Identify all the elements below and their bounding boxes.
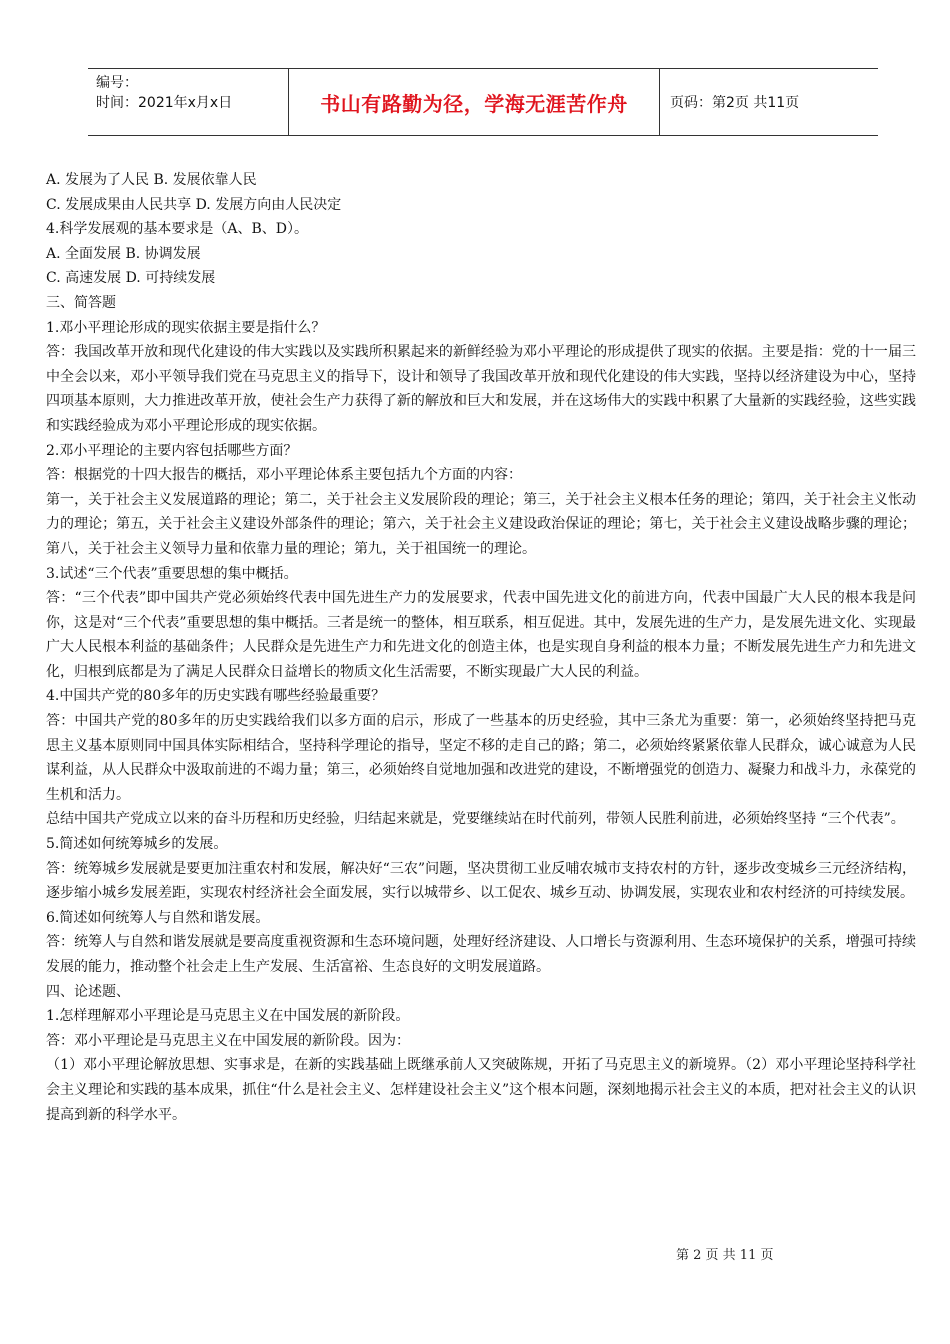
body-line: 4.科学发展观的基本要求是（A、B、D）。 — [46, 221, 308, 238]
answer: 答：中国共产党的80多年的历史实践给我们以多方面的启示，形成了一些基本的历史经验，其中三条尤为重要：第一，必须始终坚持把马克思主义基本原则同中国具体实际相结合，坚持科学理论的指导，坚定不移的走自己的路；第二，必须始终紧紧依靠人民群众，诚心诚意为人民谋利益，从人民群众中汲取前进的不竭力量；第三，必须始终自觉地加强和改进党的建设，不断增强党的创造力、凝聚力和战斗力，永葆党的生机和活力。 — [46, 713, 916, 803]
answer: 总结中国共产党成立以来的奋斗历程和历史经验，归结起来就是，党要继续站在时代前列，带领人民胜利前进，必须始终坚持 “三个代表”。 — [46, 811, 905, 828]
answer: 答：“三个代表”即中国共产党必须始终代表中国先进生产力的发展要求，代表中国先进文化的前进方向，代表中国最广大人民的根本我是问你，这是对“三个代表”重要思想的集中概括。三者是统一的整体，相互联系，相互促进。其中，发展先进的生产力，是发展先进文化、实现最广大人民根本利益的基础条件；人民群众是先进生产力和先进文化的创造主体，也是实现自身利益的根本力量；不断发展先进生产力和先进文化，归根到底都是为了满足人民群众日益增长的物质文化生活需要，不断实现最广大人民的利益。 — [46, 590, 916, 680]
header-motto-cell — [288, 69, 660, 135]
question: 1.邓小平理论形成的现实依据主要是指什么？ — [46, 319, 326, 336]
answer: 答：统筹城乡发展就是要更加注重农村和发展，解决好“三农”问题，坚决贯彻工业反哺农城市支持农村的方针，逐步改变城乡三元经济结构，逐步缩小城乡发展差距，实现农村经济社会全面发展，实行以城带乡、以工促农、城乡互动、协调发展，实现农业和农村经济的可持续发展。 — [46, 860, 916, 902]
question: 2.邓小平理论的主要内容包括哪些方面？ — [46, 442, 298, 459]
answer: 答：统筹人与自然和谐发展就是要高度重视资源和生态环境问题，处理好经济建设、人口增长与资源利用、生态环境保护的关系，增强可持续发展的能力，推动整个社会走上生产发展、生活富裕、生态良好的文明发展道路。 — [46, 934, 916, 975]
body-line: C. 发展成果由人民共享 D. 发展方向由人民决定 — [46, 196, 342, 213]
question: 3.试述“三个代表”重要思想的集中概括。 — [46, 565, 298, 582]
document-body — [46, 168, 916, 1127]
question: 1.怎样理解邓小平理论是马克思主义在中国发展的新阶段。 — [46, 1008, 410, 1025]
header-page-number: 页码：第2页 共11页 — [670, 95, 800, 111]
document-time: 时间：2021年x月x日 — [96, 95, 233, 111]
page-footer: 第 2 页 共 11 页 — [676, 1248, 774, 1263]
header-meta — [88, 69, 288, 135]
answer: （1）邓小平理论解放思想、实事求是，在新的实践基础上既继承前人又突破陈规，开拓了马克思主义的新境界。（2）邓小平理论坚持科学社会主义理论和实践的基本成果，抓住“什么是社会主义、怎样建设社会主义”这个根本问题，深刻地揭示社会主义的本质，把对社会主义的认识提高到新的科学水平。 — [46, 1057, 916, 1123]
question: 5.简述如何统筹城乡的发展。 — [46, 836, 228, 853]
page-header — [88, 68, 878, 136]
question: 6.简述如何统筹人与自然和谐发展。 — [46, 909, 270, 926]
answer: 第一，关于社会主义发展道路的理论；第二，关于社会主义发展阶段的理论；第三，关于社会主义根本任务的理论；第四，关于社会主义怅动力的理论；第五，关于社会主义建设外部条件的理论；第六，关于社会主义建设政治保证的理论；第七，关于社会主义建设战略步骤的理论；第八，关于社会主义领导力量和依靠力量的理论；第九，关于祖国统一的理论。 — [46, 491, 916, 557]
body-line: A. 发展为了人民 B. 发展依靠人民 — [46, 172, 257, 188]
answer: 答：根据党的十四大报告的概括，邓小平理论体系主要包括九个方面的内容： — [46, 467, 522, 484]
answer: 答：我国改革开放和现代化建设的伟大实践以及实践所积累起来的新鲜经验为邓小平理论的形成提供了现实的依据。主要是指：党的十一届三中全会以来，邓小平领导我们党在马克思主义的指导下，设计和领导了我国改革开放和现代化建设的伟大实践，坚持以经济建设为中心，坚持四项基本原则，大力推进改革开放，使社会生产力获得了新的解放和巨大和发展，并在这场伟大的实践中积累了大量新的实践经验，这些实践和实践经验成为邓小平理论形成的现实依据。 — [46, 344, 916, 434]
document-number: 编号： — [96, 75, 138, 91]
answer: 答：邓小平理论是马克思主义在中国发展的新阶段。因为： — [46, 1032, 410, 1049]
question: 4.中国共产党的80多年的历史实践有哪些经验最重要？ — [46, 688, 386, 705]
header-motto: 书山有路勤为径，学海无涯苦作舟 — [320, 91, 628, 116]
body-line: C. 高速发展 D. 可持续发展 — [46, 270, 216, 287]
body-line: A. 全面发展 B. 协调发展 — [46, 245, 201, 262]
section-heading: 四、论述题、 — [46, 983, 130, 1000]
section-heading: 三、简答题 — [46, 294, 116, 311]
